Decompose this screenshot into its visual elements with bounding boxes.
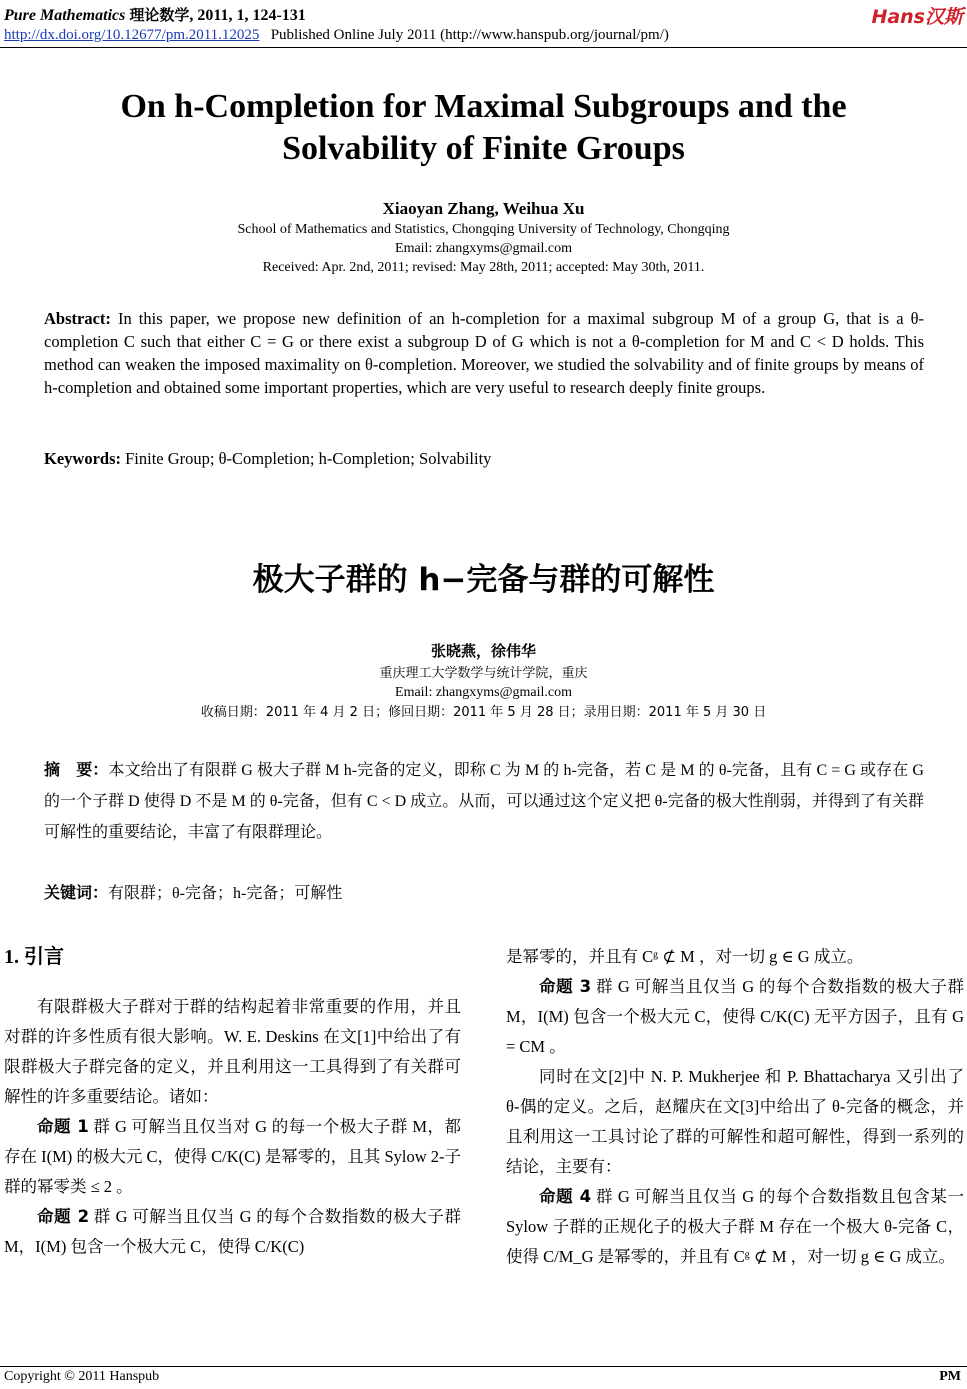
published-info: Published Online July 2011 (http://www.hanspub.org/journal/pm/) xyxy=(270,27,669,43)
hans-logo: Hans汉斯 xyxy=(871,6,963,28)
abstract-text: In this paper, we propose new definition of an h-completion for a maximal subgroup M of a group G, that is a θ-completion C such that either C = G or there exist a subgroup D of G which is not a θ-completion for M and C < D holds. This method can weaken the imposed maximality on θ-completion. Moreover, we studied the solvability and of finite groups by means of h-completion and obtained some important properties, which are very useful to research deeply finite groups. xyxy=(44,309,924,397)
abstract-label: Abstract: xyxy=(44,309,111,328)
dates-en: Received: Apr. 2nd, 2011; revised: May 28th, 2011; accepted: May 30th, 2011. xyxy=(262,260,705,275)
keywords-en xyxy=(44,447,924,470)
prop-4-text: 群 G 可解当且仅当 G 的每个合数指数且包含某一 Sylow 子群的正规化子的极大子群 M 存在一个极大 θ-完备 C，使得 C/M_G 是幂零的，并且有 Cᵍ ⊄ M ，对一切 g ∈ G 成立。 xyxy=(506,1187,964,1266)
header-divider xyxy=(0,47,967,48)
footer-divider xyxy=(0,1366,967,1367)
journal-abbr: PM xyxy=(939,1369,961,1384)
prop-3-label: 命题 3 xyxy=(539,977,592,996)
intro-paragraph: 有限群极大子群对于群的结构起着非常重要的作用，并且对群的许多性质有很大影响。W. E. Deskins 在文[1]中给出了有限群极大子群完备的定义，并且利用这一工具得到了有关群可解性的许多重要结论。诸如： xyxy=(4,997,461,1106)
left-column xyxy=(4,992,461,1262)
prop-1-label: 命题 1 xyxy=(37,1117,89,1136)
title-line-1: On h-Completion for Maximal Subgroups and the xyxy=(120,88,847,125)
doi-line xyxy=(4,27,669,44)
abstract-cn-label: 摘 要： xyxy=(44,760,109,779)
journal-header xyxy=(4,4,306,25)
email-cn: Email: zhangxyms@gmail.com xyxy=(395,685,572,700)
abstract-cn-text: 本文给出了有限群 G 极大子群 M h-完备的定义，即称 C 为 M 的 h-完备，若 C 是 M 的 θ-完备，且有 C = G 或存在 G 的一个子群 D 使得 D 不是 M 的 θ-完备，但有 C < D 成立。从而，可以通过这个定义把 θ-完备的极大性削弱，并得到了有关群可解性的重要结论，丰富了有限群理论。 xyxy=(44,762,924,841)
title-line-2: Solvability of Finite Groups xyxy=(282,130,685,167)
background-paragraph: 同时在文[2]中 N. P. Mukherjee 和 P. Bhattacharya 又引出了 θ-偶的定义。之后，赵耀庆在文[3]中给出了 θ-完备的概念，并且利用这一工具讨论了群的可解性和超可解性，得到一系列的结论，主要有： xyxy=(506,1067,964,1176)
right-column xyxy=(506,942,964,1272)
prop-2-label: 命题 2 xyxy=(37,1207,90,1226)
authors-en: Xiaoyan Zhang, Weihua Xu xyxy=(382,199,585,218)
dates-cn: 收稿日期：2011 年 4 月 2 日；修回日期：2011 年 5 月 28 日；录用日期：2011 年 5 月 30 日 xyxy=(200,705,767,720)
prop-3-text: 群 G 可解当且仅当 G 的每个合数指数的极大子群 M，I(M) 包含一个极大元 C，使得 C/K(C) 无平方因子，且有 G = CM 。 xyxy=(506,977,964,1056)
abstract-cn xyxy=(44,754,924,848)
doi-link[interactable]: http://dx.doi.org/10.12677/pm.2011.12025 xyxy=(4,27,260,43)
prop-4-label: 命题 4 xyxy=(539,1187,592,1206)
keywords-text: Finite Group; θ-Completion; h-Completion; Solvability xyxy=(125,449,492,468)
affiliation-cn: 重庆理工大学数学与统计学院，重庆 xyxy=(379,666,588,681)
prop-1-text: 群 G 可解当且仅当对 G 的每一个极大子群 M，都存在 I(M) 的极大元 C，使得 C/K(C) 是幂零的，且其 Sylow 2-子群的幂零类 ≤ 2 。 xyxy=(4,1117,461,1196)
paper-title-en xyxy=(40,86,927,170)
abstract-en xyxy=(44,307,924,399)
affiliation-en: School of Mathematics and Statistics, Chongqing University of Technology, Chongqing xyxy=(237,222,730,237)
prop-2-text: 群 G 可解当且仅当 G 的每个合数指数的极大子群 M，I(M) 包含一个极大元 C，使得 C/K(C) xyxy=(4,1207,461,1256)
section-heading: 1. 引言 xyxy=(4,946,64,968)
keywords-label: Keywords: xyxy=(44,449,121,468)
journal-name: Pure Mathematics xyxy=(4,7,126,24)
prop-2-continued: 是幂零的，并且有 Cᵍ ⊄ M ，对一切 g ∈ G 成立。 xyxy=(506,947,864,966)
journal-name-cn: 理论数学 xyxy=(129,6,190,24)
authors-cn: 张晓燕，徐伟华 xyxy=(430,642,536,660)
paper-title-cn: 极大子群的 h−完备与群的可解性 xyxy=(252,562,715,598)
email-en: Email: zhangxyms@gmail.com xyxy=(395,241,572,256)
volume-info: , 2011, 1, 124-131 xyxy=(189,7,306,24)
keywords-cn xyxy=(44,877,924,909)
keywords-cn-label: 关键词： xyxy=(44,883,109,902)
keywords-cn-text: 有限群；θ-完备；h-完备；可解性 xyxy=(108,885,343,902)
copyright: Copyright © 2011 Hanspub xyxy=(4,1369,160,1384)
